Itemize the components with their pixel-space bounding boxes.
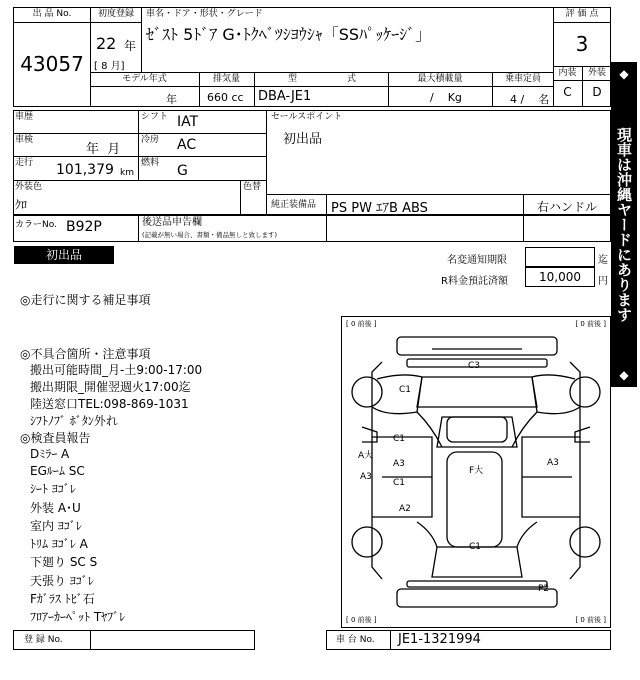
inspector-line: ﾌﾛｱｰｶｰﾍﾟｯﾄ Tﾔﾌﾞﾚ bbox=[30, 610, 126, 624]
mileage-label: 走行 bbox=[15, 158, 34, 168]
inspector-line: 外装 A･U bbox=[30, 501, 81, 515]
name-change-label: 名変通知期限 bbox=[447, 255, 507, 266]
mileage-unit: km bbox=[120, 168, 134, 178]
color-no-box bbox=[13, 215, 611, 242]
r-fee-value: 10,000 bbox=[525, 267, 595, 287]
sidebar-diamond-bottom: ◆ bbox=[619, 368, 629, 382]
exterior-grade: D bbox=[592, 85, 602, 99]
sales-point-label: セールスポイント bbox=[271, 112, 343, 122]
first-reg-label: 初度登録 bbox=[97, 9, 134, 19]
first-listing-badge: 初出品 bbox=[14, 246, 114, 264]
damage-mark: C1 bbox=[469, 542, 482, 552]
damage-mark: A2 bbox=[399, 504, 411, 514]
ac-label: 冷房 bbox=[141, 135, 160, 145]
inspector-line: 天張り ﾖｺﾞﾚ bbox=[30, 574, 94, 588]
damage-mark: A3 bbox=[547, 458, 559, 468]
mileage-value: 101,379 bbox=[56, 162, 114, 178]
formula-label: 式 bbox=[347, 74, 357, 84]
corner-label: [ 0 前後 ] bbox=[575, 320, 606, 328]
color-label: 外装色 bbox=[15, 182, 43, 192]
corner-label: [ 0 前後 ] bbox=[346, 320, 377, 328]
exterior-label: 外装 bbox=[587, 68, 606, 78]
defects-title: ◎不具合箇所・注意事項 bbox=[20, 347, 151, 361]
okinawa-yard-notice bbox=[611, 62, 637, 387]
name-change-unit: 迄 bbox=[598, 255, 608, 266]
damage-mark: C1 bbox=[393, 478, 406, 488]
fuel-label: 燃料 bbox=[141, 158, 160, 168]
inspection-value: 年 月 bbox=[86, 142, 121, 157]
equipment-label: 純正装備品 bbox=[271, 200, 317, 210]
equipment-value: PS PW ｴｱB ABS bbox=[331, 201, 428, 216]
defect-line: 搬出可能時間_月-土9:00-17:00 bbox=[30, 363, 203, 377]
r-fee-label: R料金預託済額 bbox=[441, 276, 508, 287]
interior-grade: C bbox=[563, 85, 572, 99]
inspector-line: EGﾙｰﾑ SC bbox=[30, 464, 85, 478]
car-name-label: 車名・ドア・形状・グレード bbox=[146, 9, 263, 19]
shift-value: IAT bbox=[177, 114, 199, 130]
first-reg-year: 22 bbox=[96, 34, 117, 53]
reg-no-label: 登 録 No. bbox=[24, 635, 63, 645]
inspector-line: 室内 ﾖｺﾞﾚ bbox=[30, 519, 82, 533]
model-year-label: モデル年式 bbox=[122, 74, 167, 84]
damage-mark: A3 bbox=[393, 459, 405, 469]
defect-line: 搬出期限_開催翌週火17:00迄 bbox=[30, 380, 191, 394]
damage-mark: C1 bbox=[393, 434, 406, 444]
aftermarket-note: (記載が無い場合、書類・備品無しと致します) bbox=[142, 231, 278, 239]
corner-label: [ 0 前後 ] bbox=[575, 616, 606, 624]
damage-mark: P2 bbox=[538, 584, 550, 594]
name-change-value bbox=[525, 247, 595, 267]
inspector-line: 下廻り SC S bbox=[30, 555, 98, 569]
car-name: ｾﾞｽﾄ 5ﾄﾞｱ G･ﾄｸﾍﾞﾂｼﾖｳｼｬ「SSﾊﾟｯｹｰｼﾞ」 bbox=[146, 25, 432, 44]
chassis-label: 車 台 No. bbox=[336, 635, 375, 645]
color-no-label: カラーNo. bbox=[15, 220, 57, 230]
type-label: 型 bbox=[288, 74, 298, 84]
capacity-label: 乗車定員 bbox=[504, 74, 541, 84]
okinawa-yard-text: 現車は沖縄ヤードにあります bbox=[615, 127, 633, 322]
defect-line: ｼﾌﾄﾉﾌﾞ ﾎﾞﾀﾝ外れ bbox=[30, 414, 118, 428]
lot-number: 43057 bbox=[20, 52, 84, 76]
ac-value: AC bbox=[177, 137, 197, 153]
sales-point-value: 初出品 bbox=[283, 132, 323, 147]
model-year-unit: 年 bbox=[166, 93, 177, 106]
inspector-line: Fｶﾞﾗｽ ﾄﾋﾞ石 bbox=[30, 592, 95, 606]
history-label: 車歴 bbox=[15, 112, 34, 122]
grade-score: 3 bbox=[575, 32, 589, 56]
inspection-label: 車検 bbox=[15, 135, 34, 145]
inspector-title: ◎検査員報告 bbox=[20, 431, 91, 445]
damage-mark: C3 bbox=[468, 361, 481, 371]
r-fee-unit: 円 bbox=[598, 276, 608, 287]
inspector-line: ﾄﾘﾑ ﾖｺﾞﾚ A bbox=[30, 537, 88, 551]
type-code: DBA-JE1 bbox=[258, 89, 312, 104]
damage-mark: A3 bbox=[360, 472, 372, 482]
max-load-unit: / Kg bbox=[430, 91, 462, 104]
damage-mark: F大 bbox=[469, 466, 484, 476]
capacity-value: 4 / 名 bbox=[510, 93, 550, 106]
max-load-label: 最大積載量 bbox=[417, 74, 463, 84]
damage-mark: A大 bbox=[358, 451, 374, 461]
displacement-label: 排気量 bbox=[212, 74, 240, 84]
sidebar-diamond-top: ◆ bbox=[619, 67, 629, 81]
inspector-line: ｼｰﾄ ﾖｺﾞﾚ bbox=[30, 482, 76, 496]
defect-line: 陸送窓口TEL:098-869-1031 bbox=[30, 397, 189, 411]
color-value: ｸﾛ bbox=[15, 198, 28, 212]
lot-label: 出 品 No. bbox=[32, 9, 72, 19]
grade-label: 評 価 点 bbox=[565, 9, 599, 19]
color-change-label: 色替 bbox=[243, 182, 262, 192]
damage-mark: C1 bbox=[399, 385, 412, 395]
chassis-number: JE1-1321994 bbox=[398, 632, 481, 647]
displacement-value: 660 cc bbox=[207, 91, 244, 104]
first-reg-year-unit: 年 bbox=[124, 39, 137, 53]
corner-label: [ 0 前後 ] bbox=[346, 616, 377, 624]
driving-notes-title: ◎走行に関する補足事項 bbox=[20, 293, 151, 307]
color-no-value: B92P bbox=[66, 219, 102, 235]
damage-diagram bbox=[341, 316, 611, 628]
shift-label: シフト bbox=[141, 112, 169, 122]
interior-label: 内装 bbox=[558, 68, 577, 78]
fuel-value: G bbox=[177, 163, 188, 179]
aftermarket-label: 後送品申告欄 bbox=[142, 217, 202, 228]
first-reg-month: [ 8 月] bbox=[94, 61, 125, 72]
inspector-line: Dﾐﾗｰ A bbox=[30, 447, 70, 461]
handle-value: 右ハンドル bbox=[536, 200, 597, 214]
